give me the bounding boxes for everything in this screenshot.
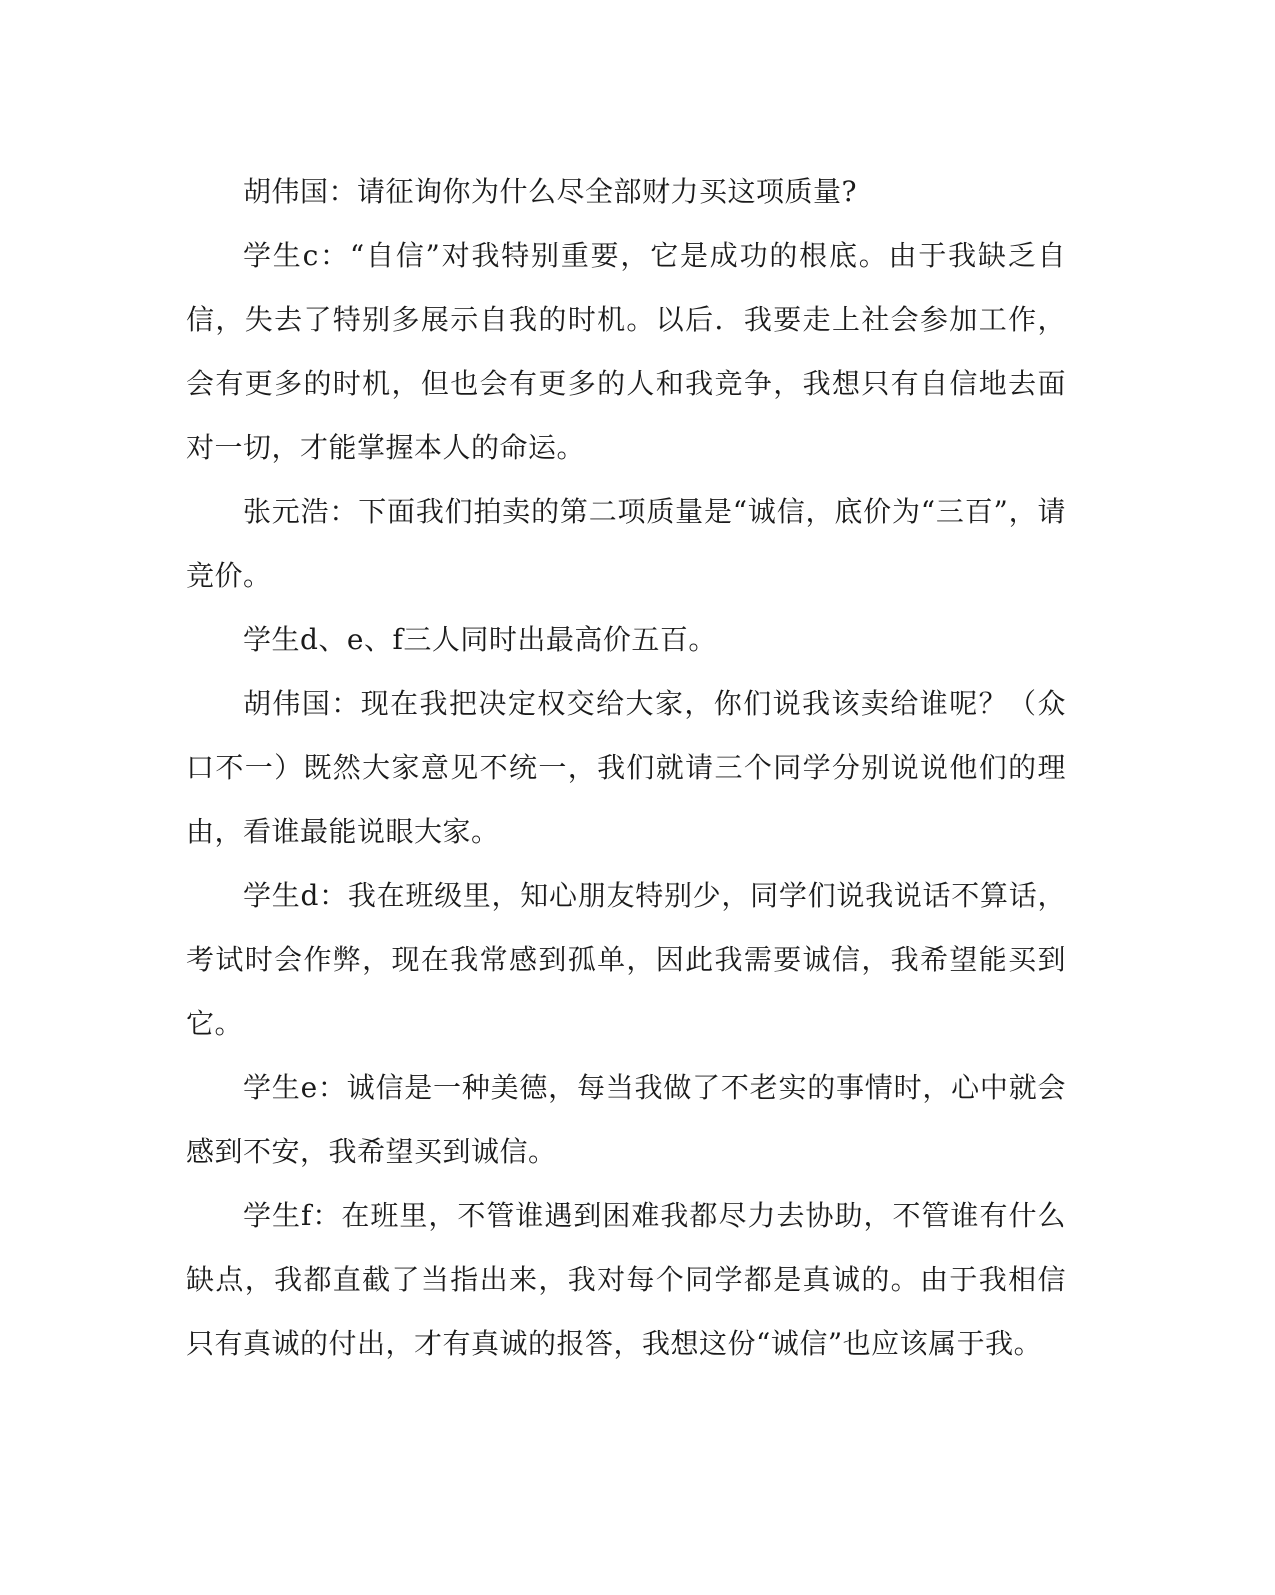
paragraph-student-e: 学生e：诚信是一种美德，每当我做了不老实的事情时，心中就会感到不安，我希望买到诚信。 [186, 1071, 1066, 1168]
paragraph-students-bid: 学生d、e、f三人同时出最高价五百。 [243, 623, 717, 656]
paragraph-student-d: 学生d：我在班级里，知心朋友特别少，同学们说我说话不算话，考试时会作弊，现在我常感到孤单，因此我需要诚信，我希望能买到它。 [186, 879, 1066, 1040]
paragraph-hu-decision: 胡伟国：现在我把决定权交给大家，你们说我该卖给谁呢？（众口不一）既然大家意见不统一，我们就请三个同学分别说说他们的理由，看谁最能说眼大家。 [186, 687, 1066, 848]
paragraph-student-f: 学生f：在班里，不管谁遇到困难我都尽力去协助，不管谁有什么缺点，我都直截了当指出来，我对每个同学都是真诚的。由于我相信只有真诚的付出，才有真诚的报答，我想这份“诚信”也应该属于我。 [186, 1199, 1066, 1360]
document-body [186, 160, 1066, 1376]
paragraph-zhang-auction: 张元浩：下面我们拍卖的第二项质量是“诚信，底价为“三百”，请竞价。 [186, 495, 1066, 592]
paragraph-student-c: 学生c：“自信”对我特别重要，它是成功的根底。由于我缺乏自信，失去了特别多展示自我的时机。以后．我要走上社会参加工作，会有更多的时机，但也会有更多的人和我竞争，我想只有自信地去面对一切，才能掌握本人的命运。 [186, 239, 1066, 464]
paragraph-hu-question: 胡伟国：请征询你为什么尽全部财力买这项质量? [243, 175, 858, 208]
